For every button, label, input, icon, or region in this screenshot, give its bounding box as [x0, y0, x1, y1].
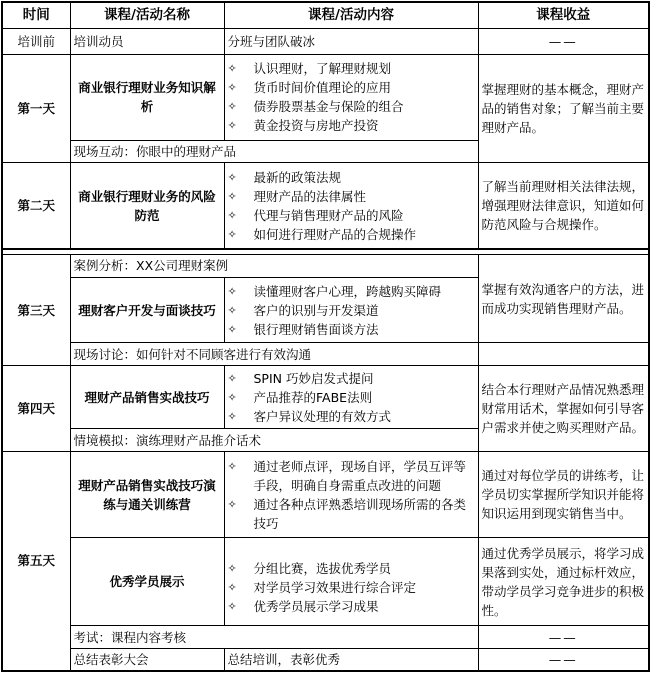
header-course-content: 课程/活动内容 [224, 2, 478, 29]
pre-time: 培训前 [2, 29, 70, 55]
diamond-bullet-icon: ✧ [227, 62, 237, 76]
day4-time: 第四天 [2, 365, 70, 451]
diamond-bullet-icon: ✧ [227, 600, 237, 614]
day1-time: 第一天 [2, 54, 70, 163]
header-time: 时间 [2, 2, 70, 29]
list-item: ✧ 如何进行理财产品的合规操作 [227, 226, 417, 242]
day3-case-row [2, 255, 649, 278]
list-item: ✧ 理财产品的法律属性 [227, 188, 367, 204]
day5-summary-gain: —— [478, 648, 649, 671]
day1-gain: 掌握理财的基本概念，理财产品的销售对象；了解当前主要理财产品。 [478, 54, 649, 163]
day5-bullets-2 [224, 538, 478, 626]
day5-gain-2: 通过优秀学员展示，将学习成果落到实处，通过标杆效应，带动学员学习竞争进步的积极性。 [478, 538, 649, 626]
day1-activity: 现场互动：你眼中的理财产品 [70, 140, 478, 163]
list-item: ✧ 分组比赛，选拔优秀学员 [227, 561, 392, 577]
day4-gain: 结合本行理财产品情况熟悉理财常用话术，掌握如何引导客户需求并使之购买理财产品。 [478, 365, 649, 451]
day3-name: 理财客户开发与面谈技巧 [70, 277, 224, 343]
header-course-gain: 课程收益 [478, 2, 649, 29]
header-course-name: 课程/活动名称 [70, 2, 224, 29]
day5-row-1 [2, 451, 649, 537]
day4-bullets [224, 365, 478, 429]
day2-name: 商业银行理财业务的风险防范 [70, 163, 224, 249]
day5-gain-1: 通过对每位学员的讲练考，让学员切实掌握所学知识并能将知识运用到现实销售当中。 [478, 451, 649, 537]
day1-row [2, 54, 649, 140]
diamond-bullet-icon: ✧ [227, 119, 237, 133]
day5-name-2: 优秀学员展示 [70, 538, 224, 626]
header-row [2, 2, 649, 29]
day3-time: 第三天 [2, 255, 70, 366]
day2-gain: 了解当前理财相关法律法规，增强理财法律意识，知道如何防范风险与合规操作。 [478, 163, 649, 249]
day3-activity-row [2, 343, 649, 366]
day2-bullets [224, 163, 478, 249]
diamond-bullet-icon: ✧ [227, 322, 237, 336]
list-item: ✧ 客户异议处理的有效方式 [227, 408, 392, 424]
diamond-bullet-icon: ✧ [227, 189, 237, 203]
pre-content: 分班与团队破冰 [224, 29, 478, 55]
list-item: ✧ 读懂理财客户心理，跨越购买障碍 [227, 283, 442, 299]
diamond-bullet-icon: ✧ [227, 497, 237, 511]
diamond-bullet-icon: ✧ [227, 581, 237, 595]
pre-training-row [2, 29, 649, 55]
diamond-bullet-icon: ✧ [227, 227, 237, 241]
day3-activity: 现场讨论：如何针对不同顾客进行有效沟通 [70, 343, 478, 366]
day3-case: 案例分析：XX公司理财案例 [70, 255, 478, 278]
list-item: ✧ 银行理财销售面谈方法 [227, 321, 379, 337]
diamond-bullet-icon: ✧ [227, 100, 237, 114]
list-item: ✧ 通过老师点评，现场自评，学员互评等手段，明确自身需重点改进的问题 [227, 458, 467, 493]
diamond-bullet-icon: ✧ [227, 562, 237, 576]
diamond-bullet-icon: ✧ [227, 284, 237, 298]
diamond-bullet-icon: ✧ [227, 390, 237, 404]
day5-exam: 考试：课程内容考核 [70, 626, 478, 649]
day5-time: 第五天 [2, 451, 70, 671]
list-item: ✧ 产品推荐的FABE法则 [227, 389, 373, 405]
training-schedule-table [1, 1, 650, 672]
day1-bullets [224, 54, 478, 140]
day5-summary-row [2, 648, 649, 671]
diamond-bullet-icon: ✧ [227, 409, 237, 423]
list-item: ✧ 客户的识别与开发渠道 [227, 302, 379, 318]
day4-name: 理财产品销售实战技巧 [70, 365, 224, 429]
list-item: ✧ 认识理财，了解理财规划 [227, 61, 392, 77]
list-item: ✧ 优秀学员展示学习成果 [227, 599, 379, 615]
diamond-bullet-icon: ✧ [227, 371, 237, 385]
diamond-bullet-icon: ✧ [227, 459, 237, 473]
list-item: ✧ 货币时间价值理论的应用 [227, 80, 392, 96]
list-item: ✧ 最新的政策法规 [227, 169, 342, 185]
list-item: ✧ 黄金投资与房地产投资 [227, 118, 379, 134]
day2-row [2, 163, 649, 249]
diamond-bullet-icon: ✧ [227, 170, 237, 184]
day5-name-1: 理财产品销售实战技巧演练与通关训练营 [70, 451, 224, 537]
list-item: ✧ SPIN 巧妙启发式提问 [227, 370, 374, 386]
pre-gain: —— [478, 29, 649, 55]
diamond-bullet-icon: ✧ [227, 303, 237, 317]
list-item: ✧ 通过各种点评熟悉培训现场所需的各类技巧 [227, 496, 467, 531]
day5-exam-gain: —— [478, 626, 649, 649]
day3-bullets [224, 277, 478, 343]
day1-name: 商业银行理财业务知识解析 [70, 54, 224, 140]
day5-exam-row [2, 626, 649, 649]
day5-summary-content: 总结培训，表彰优秀 [224, 648, 478, 671]
day4-row [2, 365, 649, 429]
day5-row-2 [2, 538, 649, 626]
list-item: ✧ 对学员学习效果进行综合评定 [227, 580, 417, 596]
day5-bullets-1 [224, 451, 478, 537]
list-item: ✧ 债券股票基金与保险的组合 [227, 99, 404, 115]
day4-activity: 情境模拟：演练理财产品推介话术 [70, 429, 478, 452]
diamond-bullet-icon: ✧ [227, 81, 237, 95]
day2-time: 第二天 [2, 163, 70, 249]
day5-summary-name: 总结表彰大会 [70, 648, 224, 671]
diamond-bullet-icon: ✧ [227, 208, 237, 222]
list-item: ✧ 代理与销售理财产品的风险 [227, 207, 404, 223]
day3-gain: 掌握有效沟通客户的方法，进而成功实现销售理财产品。 [478, 255, 649, 343]
pre-name: 培训动员 [70, 29, 224, 55]
